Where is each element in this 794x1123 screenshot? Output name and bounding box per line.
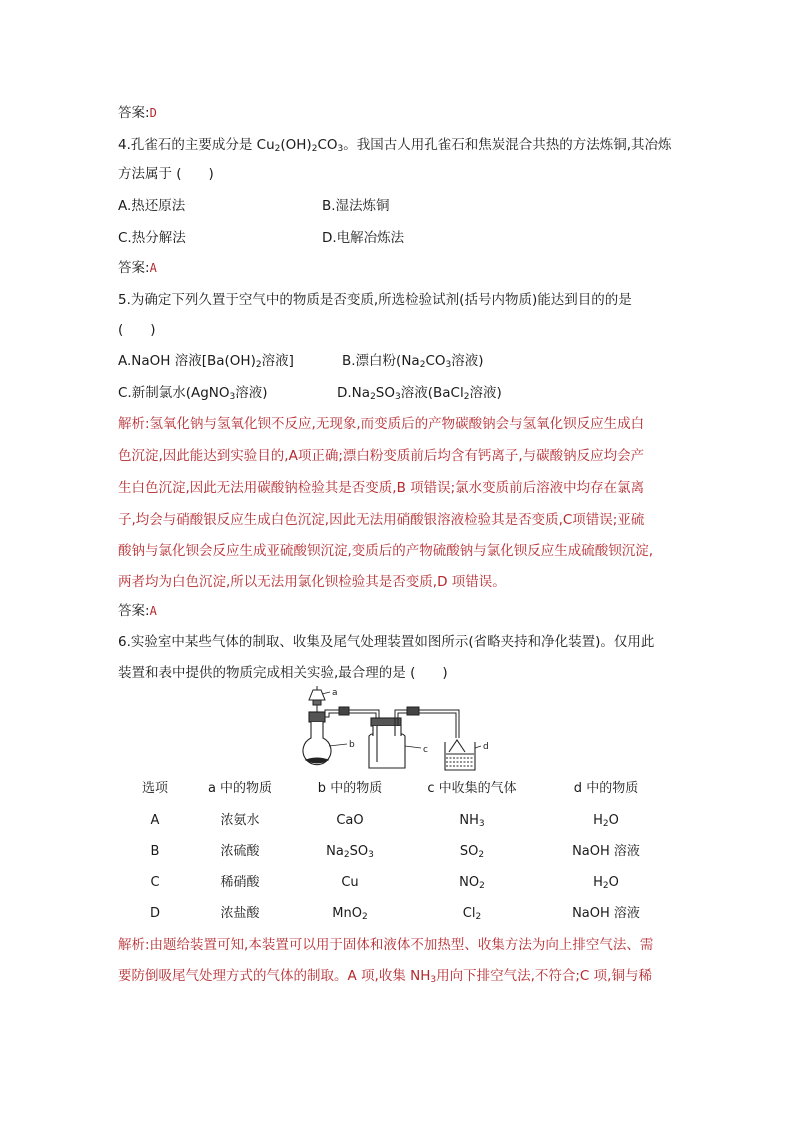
q5-stem-line2: ( ) bbox=[118, 322, 156, 338]
cell-sub: 2 bbox=[475, 912, 482, 922]
explanation-sub: 3 bbox=[430, 975, 437, 985]
label-c: c bbox=[423, 745, 428, 755]
answer-label: 答案: bbox=[118, 105, 150, 121]
cell-sub: 2 bbox=[361, 912, 368, 922]
cell-sub: 2 bbox=[479, 881, 485, 891]
table-cell: B bbox=[150, 844, 160, 859]
q5-option-d bbox=[337, 383, 502, 403]
gas-bottle-c bbox=[369, 718, 405, 768]
q4-option-d: D.电解冶炼法 bbox=[322, 230, 405, 246]
table-header: c 中收集的气体 bbox=[427, 781, 517, 796]
explanation-text: 要防倒吸尾气处理方式的气体的制取。A 项,收集 NH bbox=[118, 968, 431, 984]
q6-explanation-line: 解析:由题给装置可知,本装置可以用于固体和液体不加热型、收集方法为向上排空气法、需 bbox=[118, 937, 654, 953]
q6-explanation-line bbox=[118, 966, 652, 986]
cell-text: NH bbox=[459, 813, 479, 828]
q4-stem-line2: 方法属于 ( ) bbox=[118, 166, 214, 182]
q4-text: 4.孔雀石的主要成分是 Cu bbox=[118, 137, 275, 153]
table-cell bbox=[593, 811, 619, 831]
option-text: 溶液) bbox=[451, 353, 484, 369]
answer-label: 答案: bbox=[118, 260, 150, 276]
option-sub: 2 bbox=[419, 360, 426, 370]
option-text: SO bbox=[375, 385, 395, 401]
q4-option-c: C.热分解法 bbox=[118, 230, 186, 246]
q6-stem-line2: 装置和表中提供的物质完成相关实验,最合理的是 ( ) bbox=[118, 665, 448, 681]
q4-option-b: B.湿法炼铜 bbox=[322, 198, 390, 214]
table-cell bbox=[326, 842, 374, 862]
apparatus-diagram bbox=[295, 686, 505, 772]
table-cell: NaOH 溶液 bbox=[572, 844, 640, 859]
option-text: 溶液] bbox=[261, 353, 294, 369]
table-header: b 中的物质 bbox=[317, 781, 383, 796]
answer-line-prev bbox=[118, 103, 157, 123]
table-cell: 浓氨水 bbox=[220, 813, 260, 828]
q5-option-b bbox=[342, 351, 484, 371]
answer-value: D bbox=[149, 106, 157, 120]
table-cell: 稀硝酸 bbox=[220, 875, 260, 890]
option-sub: 2 bbox=[255, 360, 262, 370]
table-cell: A bbox=[150, 813, 160, 828]
table-header: a 中的物质 bbox=[207, 781, 273, 796]
option-sub: 3 bbox=[395, 392, 401, 402]
option-text: 溶液) bbox=[469, 385, 502, 401]
cell-sub: 3 bbox=[368, 850, 374, 860]
table-cell bbox=[459, 873, 485, 893]
cell-text: MnO bbox=[332, 906, 362, 921]
option-text: D.Na bbox=[337, 385, 371, 401]
cell-text: NO bbox=[459, 875, 480, 890]
explanation-text: 用向下排空气法,不符合;C 项,铜与稀 bbox=[436, 968, 652, 984]
table-cell bbox=[463, 904, 481, 924]
option-text: CO bbox=[425, 353, 446, 369]
cell-text: SO bbox=[459, 844, 479, 859]
cell-sub: 2 bbox=[602, 819, 609, 829]
q4-text: CO bbox=[317, 137, 338, 153]
option-sub: 2 bbox=[463, 392, 470, 402]
q4-text: (OH) bbox=[280, 137, 312, 153]
q4-stem-line1 bbox=[118, 135, 672, 155]
q5-explanation-line: 色沉淀,因此能达到实验目的,A项正确;漂白粉变质前后均含有钙离子,与碳酸钠反应均会产 bbox=[118, 448, 645, 464]
cell-sub: 3 bbox=[478, 819, 485, 829]
beaker-d bbox=[445, 740, 475, 770]
cell-sub: 2 bbox=[478, 850, 485, 860]
q5-option-a bbox=[118, 351, 294, 371]
cell-text: H bbox=[593, 813, 603, 828]
q5-explanation-line: 解析:氢氧化钠与氢氧化钡不反应,无现象,而变质后的产物碳酸钠会与氢氧化钡反应生成白 bbox=[118, 416, 645, 432]
label-a: a bbox=[332, 688, 338, 698]
table-cell bbox=[593, 873, 619, 893]
q5-option-c bbox=[118, 383, 268, 403]
q4-answer-line bbox=[118, 258, 157, 278]
q4-sub: 3 bbox=[337, 144, 344, 154]
table-cell: CaO bbox=[336, 813, 364, 828]
q5-explanation-line: 酸钠与氯化钡会反应生成亚硫酸钡沉淀,变质后的产物硫酸钠与氯化钡反应生成硫酸钡沉淀, bbox=[118, 543, 654, 559]
option-text: 溶液(BaCl bbox=[400, 385, 464, 401]
cell-text: O bbox=[608, 813, 619, 828]
table-cell bbox=[459, 811, 484, 831]
cell-sub: 2 bbox=[343, 850, 350, 860]
cell-sub: 2 bbox=[602, 881, 609, 891]
cell-text: H bbox=[593, 875, 603, 890]
q4-text: 。我国古人用孔雀石和焦炭混合共热的方法炼铜,其冶炼 bbox=[343, 137, 672, 153]
answer-value: A bbox=[149, 604, 157, 618]
round-flask-b bbox=[303, 712, 331, 765]
cell-text: O bbox=[608, 875, 619, 890]
table-cell: NaOH 溶液 bbox=[572, 906, 640, 921]
table-header: d 中的物质 bbox=[573, 781, 639, 796]
cell-text: Na bbox=[326, 844, 344, 859]
q4-sub: 2 bbox=[311, 144, 318, 154]
q5-explanation-line: 生白色沉淀,因此无法用碳酸钠检验其是否变质,B 项错误;氯水变质前后溶液中均存在氯离 bbox=[118, 480, 645, 496]
answer-value: A bbox=[149, 261, 157, 275]
table-cell: C bbox=[150, 875, 160, 890]
table-header: 选项 bbox=[141, 781, 169, 796]
option-text: C.新制氯水(AgNO bbox=[118, 385, 230, 401]
q4-option-a: A.热还原法 bbox=[118, 198, 186, 214]
option-sub: 2 bbox=[370, 392, 376, 402]
label-b: b bbox=[349, 740, 355, 750]
q5-stem-line1: 5.为确定下列久置于空气中的物质是否变质,所选检验试剂(括号内物质)能达到目的的是 bbox=[118, 292, 632, 308]
q5-explanation-line: 子,均会与硝酸银反应生成白色沉淀,因此无法用硝酸银溶液检验其是否变质,C项错误;亚硫 bbox=[118, 512, 645, 528]
table-cell: D bbox=[149, 906, 161, 921]
table-cell: 浓盐酸 bbox=[220, 906, 260, 921]
option-text: B.漂白粉(Na bbox=[342, 353, 420, 369]
label-d: d bbox=[483, 742, 489, 752]
option-sub: 3 bbox=[445, 360, 452, 370]
table-cell: Cu bbox=[341, 875, 359, 890]
option-text: A.NaOH 溶液[Ba(OH) bbox=[118, 353, 256, 369]
delivery-tube-2 bbox=[395, 707, 459, 738]
cell-text: SO bbox=[349, 844, 369, 859]
q5-explanation-line: 两者均为白色沉淀,所以无法用氯化钡检验其是否变质,D 项错误。 bbox=[118, 574, 506, 590]
option-sub: 3 bbox=[229, 392, 236, 402]
table-cell bbox=[460, 842, 484, 862]
table-cell: 浓硫酸 bbox=[220, 844, 260, 859]
q5-answer-line bbox=[118, 601, 157, 621]
q6-stem-line1: 6.实验室中某些气体的制取、收集及尾气处理装置如图所示(省略夹持和净化装置)。仅用此 bbox=[118, 634, 655, 650]
option-text: 溶液) bbox=[235, 385, 268, 401]
table-cell bbox=[332, 904, 367, 924]
answer-label: 答案: bbox=[118, 603, 150, 619]
cell-text: Cl bbox=[462, 906, 476, 921]
q4-sub: 2 bbox=[274, 144, 281, 154]
